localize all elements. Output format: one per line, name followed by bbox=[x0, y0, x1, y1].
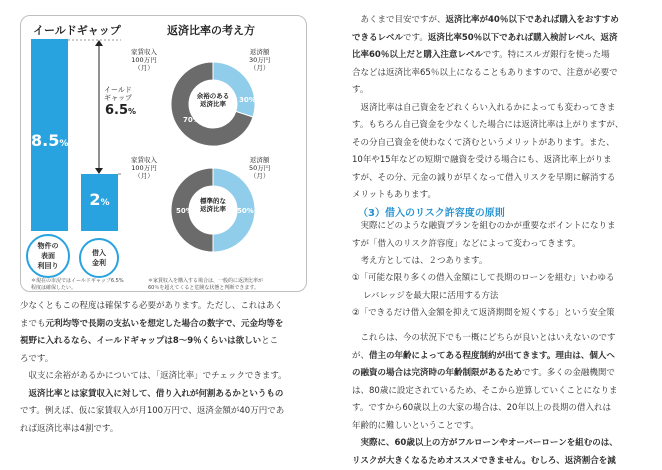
text-segment: 視野に入れるなら、イールドギャップは8～9％くらいは欲しい bbox=[20, 336, 261, 346]
text-segment: あくまで目安ですが、 bbox=[352, 15, 446, 25]
text-segment: すが「借入のリスク許容度」などによって変わってきます。 bbox=[352, 239, 581, 249]
text-line bbox=[20, 386, 312, 404]
text-line bbox=[20, 403, 312, 421]
text-segment: の融資の場合は完済時の年齢制限があるため bbox=[352, 368, 522, 378]
pie2-repay-label: 返済額 50万円 （月） bbox=[249, 156, 270, 180]
pie1-dark-pct: 70% bbox=[183, 116, 200, 124]
text-line bbox=[20, 421, 312, 439]
text-segment bbox=[20, 389, 29, 399]
text-segment: 返済比率とは家賃収入に対して、借り入れが何割あるかというもの bbox=[29, 389, 284, 399]
surface-yield-value: 8.5 bbox=[31, 131, 59, 150]
text-segment: 少なくともこの程度は確保する必要があります。ただし、これはあく bbox=[20, 301, 283, 311]
text-line bbox=[352, 100, 652, 118]
method-list-item-1: ①「可能な限り多くの借入金額にして長期のローンを組む」いわゆる レバレッジを最大限に活用する方法 bbox=[352, 270, 652, 305]
right-body-text-mid bbox=[352, 218, 652, 271]
surface-yield-circle: 物件の 表面 利回り bbox=[26, 234, 70, 278]
text-line bbox=[352, 82, 652, 100]
pie2-rent-label: 家賃収入 100万円 （月） bbox=[131, 156, 157, 180]
text-segment: 返済比率は自己資金をどれくらい入れるかによっても変わってきま bbox=[352, 103, 615, 113]
text-line bbox=[20, 316, 312, 334]
text-line bbox=[20, 368, 312, 386]
left-body-text bbox=[20, 298, 312, 438]
loan-rate-unit: % bbox=[101, 198, 110, 208]
donut-slice-repayment bbox=[213, 62, 255, 117]
pie2-dark-pct: 50% bbox=[176, 207, 193, 215]
text-line bbox=[352, 152, 652, 170]
repayment-ratio-title: 返済比率の考え方 bbox=[167, 22, 255, 38]
text-segment: です。 bbox=[403, 33, 428, 43]
section-heading: （3）借入のリスク許容度の原則 bbox=[358, 204, 505, 219]
text-line bbox=[352, 453, 652, 470]
text-segment: 実際に、60歳以上の方がフルローンやオーバーローンを組むのは、 bbox=[361, 438, 618, 448]
text-segment: は、80歳に設定されているため、そこから逆算していくことになりま bbox=[352, 386, 617, 396]
text-segment: 考え方としては、２つあります。 bbox=[352, 256, 487, 266]
text-line bbox=[352, 30, 652, 48]
text-segment: とこ bbox=[261, 336, 278, 346]
text-segment: す。もちろん自己資金を少なくした場合には返済比率は上がりますが、 bbox=[352, 120, 623, 130]
text-line bbox=[20, 351, 312, 369]
pie1-repay-label: 返済額 30万円 （月） bbox=[249, 48, 270, 72]
text-segment: です。例えば、仮に家賃収入が月100万円で、返済金額が40万円であ bbox=[20, 406, 284, 416]
gap-value-wrap bbox=[105, 103, 136, 118]
text-segment: す。 bbox=[352, 85, 368, 95]
text-line bbox=[352, 187, 652, 205]
text-line bbox=[352, 253, 652, 271]
pie1-center-label: 余裕のある 返済比率 bbox=[171, 92, 255, 108]
pie1-light-pct: 30% bbox=[239, 96, 256, 104]
surface-yield-unit: % bbox=[59, 139, 68, 149]
yield-gap-title: イールドギャップ bbox=[33, 22, 121, 38]
text-line bbox=[352, 65, 652, 83]
gap-unit: % bbox=[128, 107, 136, 116]
text-segment: です。多くの金融機関で bbox=[522, 368, 615, 378]
ratio-note: ＊家賃収入を購入する場合は、一般的に返済比率が 60％を超えてくると危険な状態と判断できます。 bbox=[148, 278, 263, 292]
text-line bbox=[352, 418, 652, 436]
text-segment: すが、その分、元金の減りが早くなって借入リスクを早期に解消する bbox=[352, 173, 615, 183]
text-segment: 実際にどのような融資プランを組むのかが重要なポイントになりま bbox=[352, 221, 616, 231]
text-line bbox=[352, 435, 652, 453]
text-line bbox=[352, 218, 652, 236]
gap-label: イールド ギャップ bbox=[104, 86, 132, 102]
text-segment: これらは、今の状況下でも一概にどちらが良いとはいえないのです bbox=[352, 333, 616, 343]
text-segment bbox=[352, 438, 361, 448]
text-segment: までも bbox=[20, 319, 46, 329]
right-body-text-top bbox=[352, 12, 652, 205]
text-segment: 比率60％以上だと購入注意レベル bbox=[352, 50, 483, 60]
text-segment: れば返済比率は4割です。 bbox=[20, 424, 118, 434]
text-line bbox=[352, 365, 652, 383]
method-list bbox=[352, 270, 652, 323]
text-line bbox=[352, 330, 652, 348]
text-segment: できるレベル bbox=[352, 33, 403, 43]
text-segment: その分自己資金を使わなくて済むというメリットがあります。また、 bbox=[352, 138, 614, 148]
text-segment: メリットもあります。 bbox=[352, 190, 436, 200]
pie2-center-label: 標準的な 返済比率 bbox=[171, 197, 255, 213]
text-line bbox=[352, 348, 652, 366]
text-line bbox=[20, 298, 312, 316]
pie2-light-pct: 50% bbox=[237, 207, 254, 215]
text-segment: ろです。 bbox=[20, 354, 53, 364]
text-line bbox=[352, 236, 652, 254]
text-segment: 返済比率が40％以下であれば購入をおすすめ bbox=[446, 15, 619, 25]
text-line bbox=[352, 117, 652, 135]
right-body-text-bottom bbox=[352, 330, 652, 470]
text-segment: 合などは返済比率65％以上になることもありますので、注意が必要で bbox=[352, 68, 618, 78]
loan-rate-value: 2 bbox=[89, 190, 100, 209]
figure-panel bbox=[20, 15, 307, 292]
text-line bbox=[352, 47, 652, 65]
yield-note: ＊現在の市況ではイールドギャップ6.5% 程度は確保したい。 bbox=[31, 278, 124, 292]
method-list-item-2: ②「できるだけ借入金額を抑えて返済期間を短くする」という安全策 bbox=[352, 305, 652, 323]
text-segment: が、 bbox=[352, 351, 369, 361]
text-segment: 返済比率50％以下であれば購入検討レベル、返済 bbox=[428, 33, 618, 43]
text-line bbox=[352, 12, 652, 30]
text-segment: です。特にスルガ銀行を使った場 bbox=[483, 50, 610, 60]
text-segment: 年齢的に難しいということです。 bbox=[352, 421, 479, 431]
text-segment: す。ですから60歳以上の大家の場合は、20年以上の長期の借入れは bbox=[352, 403, 611, 413]
text-line bbox=[352, 170, 652, 188]
text-line bbox=[352, 135, 652, 153]
pie1-rent-label: 家賃収入 100万円 （月） bbox=[131, 48, 157, 72]
text-segment: 収支に余裕があるかについては、「返済比率」でチェックできます。 bbox=[20, 371, 287, 381]
text-segment: 元利均等で長期の支払いを想定した場合の数字で、元金均等を bbox=[46, 319, 284, 329]
text-segment: リスクが大きくなるためオススメできません。むしろ、返済割合を減 bbox=[352, 456, 616, 466]
text-line bbox=[352, 383, 652, 401]
loan-rate-circle: 借入 金利 bbox=[79, 238, 119, 278]
text-segment: 10年や15年などの短期で融資を受ける場合にも、返済比率上がりま bbox=[352, 155, 612, 165]
gap-value: 6.5 bbox=[105, 103, 128, 118]
text-line bbox=[352, 400, 652, 418]
text-line bbox=[20, 333, 312, 351]
text-segment: 借主の年齢によってある程度制約が出てきます。理由は、個人へ bbox=[369, 351, 615, 361]
